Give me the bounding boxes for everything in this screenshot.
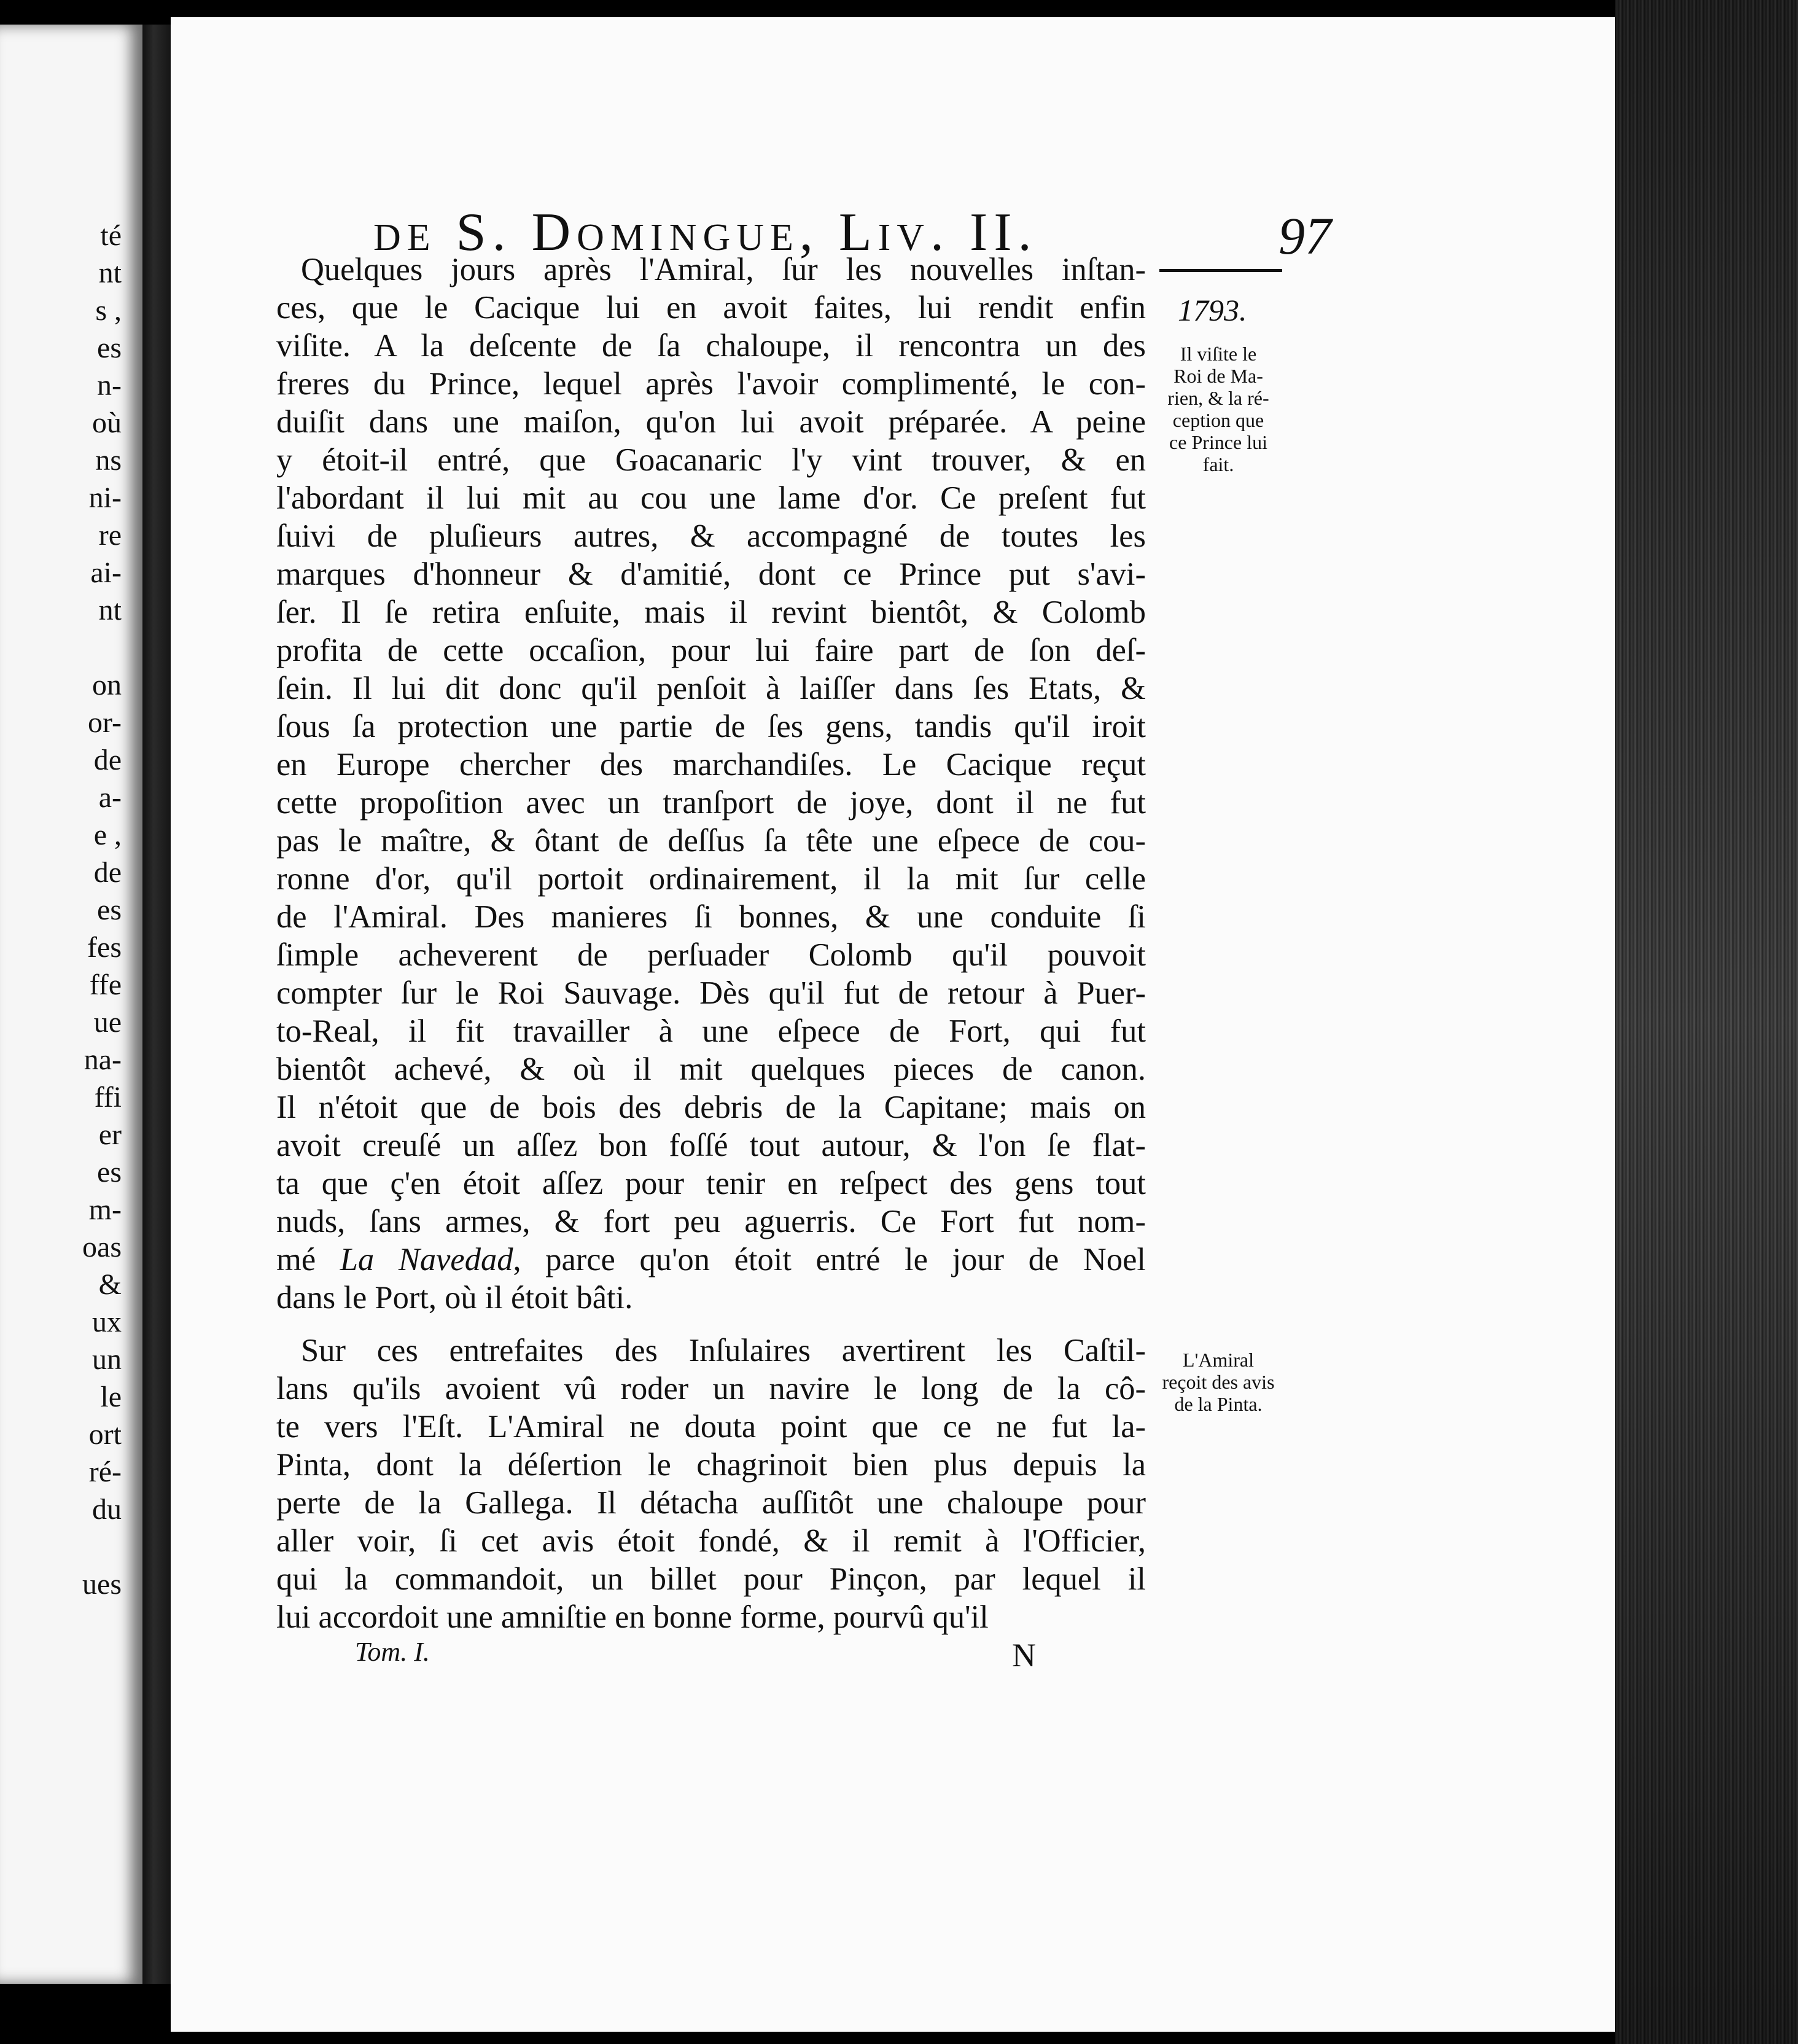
left-page-fragment: où: [92, 407, 122, 439]
text-line: to-Real, il fit travailler à une eſpece de Fort, qui fut: [276, 1013, 1146, 1049]
left-page-fragment: n-: [97, 369, 122, 402]
left-page-fragment: fes: [87, 931, 122, 964]
left-page-fragment: e ,: [93, 819, 122, 851]
margin-year: 1793.: [1178, 293, 1247, 327]
left-page-fragment: ffi: [94, 1081, 122, 1114]
text-line: ces, que le Cacique lui en avoit faites, lui rendit enfin: [276, 290, 1146, 326]
left-page-fragment: ux: [92, 1306, 122, 1338]
left-page-fragment: ue: [93, 1006, 122, 1039]
margin-note-line: de la Pinta.: [1174, 1393, 1263, 1415]
text-line: ſein. Il lui dit donc qu'il penſoit à laiſſer dans ſes Etats, &: [276, 671, 1146, 706]
text-line: Quelques jours après l'Amiral, ſur les nouvelles inſtan-: [301, 252, 1146, 287]
text-line: Pinta, dont la déſertion le chagrinoit bien plus depuis la: [276, 1447, 1146, 1483]
left-page-fragment: té: [100, 219, 122, 252]
margin-note-line: ception que: [1172, 409, 1264, 431]
margin-note-line: ce Prince lui: [1169, 431, 1267, 453]
text-line: aller voir, ſi cet avis étoit fondé, & il remit à l'Officier,: [276, 1523, 1146, 1559]
paragraph: [276, 1332, 1146, 1636]
left-page-fragment: oas: [82, 1231, 122, 1263]
margin-note-line: fait.: [1202, 453, 1234, 475]
left-page-fragment: nt: [98, 594, 122, 626]
text-line: ſimple acheverent de perſuader Colomb qu'il pouvoit: [276, 937, 1146, 973]
left-page-fragment: ffe: [89, 969, 122, 1001]
margin-note-line: Roi de Ma-: [1173, 365, 1263, 387]
text-line: de l'Amiral. Des manieres ſi bonnes, & une conduite ſi: [276, 899, 1146, 935]
left-page-fragment: ni-: [88, 482, 122, 514]
text-line: mé La Navedad, parce qu'on étoit entré le jour de Noel: [276, 1242, 1146, 1278]
text-line: cette propoſition avec un tranſport de joye, dont il ne fut: [276, 785, 1146, 821]
footer-signature: Tom. I.: [355, 1637, 430, 1667]
margin-note-line: reçoit des avis: [1162, 1371, 1275, 1393]
text-line: viſite. A la deſcente de ſa chaloupe, il rencontra un des: [276, 328, 1146, 364]
text-line: nuds, ſans armes, & fort peu aguerris. Ce Fort fut nom-: [276, 1204, 1146, 1239]
right-page: [171, 17, 1615, 2032]
left-page-fragment: a-: [98, 781, 122, 814]
text-line: Il n'étoit que de bois des debris de la Capitane; mais on: [276, 1090, 1146, 1125]
italic-term: La Navedad: [340, 1242, 513, 1278]
text-line: bientôt achevé, & où il mit quelques pieces de canon.: [276, 1051, 1146, 1087]
text-line: dans le Port, où il étoit bâti.: [276, 1280, 633, 1316]
text-line: ſous ſa protection une partie de ſes gens, tandis qu'il iroit: [276, 709, 1146, 744]
page-edges: [1615, 0, 1798, 2044]
left-page-fragment: &: [98, 1268, 122, 1301]
text-line: Sur ces entrefaites des Inſulaires avertirent les Caſtil-: [301, 1333, 1146, 1368]
text-line: pas le maître, & ôtant de deſſus ſa tête une eſpece de cou-: [276, 823, 1146, 859]
text-line: marques d'honneur & d'amitié, dont ce Prince put s'avi-: [276, 556, 1146, 592]
left-page-fragment: m-: [88, 1193, 122, 1226]
left-page-fragment: le: [100, 1381, 122, 1413]
page-number: 97: [1278, 206, 1331, 265]
margin-note-line: rien, & la ré-: [1167, 387, 1269, 409]
margin-rule: [1159, 269, 1282, 272]
text-line: ronne d'or, qu'il portoit ordinairement, il la mit ſur celle: [276, 861, 1146, 897]
text-line: ſer. Il ſe retira enſuite, mais il revint bientôt, & Colomb: [276, 595, 1146, 630]
paragraph: [276, 251, 1146, 1317]
left-page-fragment: ai-: [90, 556, 122, 589]
margin-note-line: L'Amiral: [1183, 1349, 1254, 1371]
text-line: lans qu'ils avoient vû roder un navire le long de la cô-: [276, 1371, 1146, 1406]
left-page-fragment: ré-: [88, 1456, 122, 1488]
left-page-fragment: or-: [87, 706, 122, 739]
text-line: profita de cette occaſion, pour lui faire part de ſon deſ-: [276, 633, 1146, 668]
text-line: perte de la Gallega. Il détacha auſſitôt une chaloupe pour: [276, 1485, 1146, 1521]
text-line: en Europe chercher des marchandiſes. Le Cacique reçut: [276, 747, 1146, 782]
left-page-edge: [0, 25, 142, 1984]
left-page-fragment: nt: [98, 257, 122, 289]
left-page-fragment: un: [92, 1343, 122, 1376]
left-page-fragment: ns: [95, 444, 122, 477]
margin-note-visit: [1151, 343, 1286, 475]
text-line: y étoit-il entré, que Goacanaric l'y vint trouver, & en: [276, 442, 1146, 478]
left-page-fragment: na-: [84, 1043, 122, 1076]
text-line: ſuivi de pluſieurs autres, & accompagné de toutes les: [276, 518, 1146, 554]
text-line: ta que ç'en étoit aſſez pour tenir en reſpect des gens tout: [276, 1166, 1146, 1201]
text-line: freres du Prince, lequel après l'avoir complimenté, le con-: [276, 366, 1146, 402]
left-page-fragment: re: [98, 519, 122, 552]
book-gutter: [142, 25, 171, 1984]
text-line: lui accordoit une amniſtie en bonne forme, pourvû qu'il: [276, 1599, 989, 1635]
text-line: avoit creuſé un aſſez bon foſſé tout autour, & l'on ſe flat-: [276, 1128, 1146, 1163]
left-page-fragment: es: [97, 894, 122, 926]
margin-note-pinta: [1151, 1349, 1286, 1415]
left-page-fragment: ues: [82, 1568, 122, 1601]
left-page-fragment: on: [92, 669, 122, 701]
text-line: l'abordant il lui mit au cou une lame d'or. Ce preſent fut: [276, 480, 1146, 516]
text-line: compter ſur le Roi Sauvage. Dès qu'il fut de retour à Puer-: [276, 975, 1146, 1011]
main-text: [276, 251, 1146, 1636]
margin-note-line: Il viſite le: [1180, 343, 1257, 365]
text-line: duiſit dans une maiſon, qu'on lui avoit préparée. A peine: [276, 404, 1146, 440]
left-page-fragment: de: [93, 856, 122, 889]
text-line: qui la commandoit, un billet pour Pinçon, par lequel il: [276, 1561, 1146, 1597]
left-page-fragment: es: [97, 1156, 122, 1188]
left-page-fragment: ort: [88, 1418, 122, 1451]
footer-signature-letter: N: [1012, 1637, 1036, 1674]
left-page-fragment: s ,: [95, 294, 122, 327]
running-head: de S. Domingue, Liv. II.: [373, 203, 1038, 262]
left-page-fragment: er: [98, 1118, 122, 1151]
left-page-fragment: de: [93, 744, 122, 776]
left-page-fragment: du: [92, 1493, 122, 1526]
text-line: te vers l'Eſt. L'Amiral ne douta point que ce ne fut la-: [276, 1409, 1146, 1445]
left-page-fragment: es: [97, 332, 122, 364]
